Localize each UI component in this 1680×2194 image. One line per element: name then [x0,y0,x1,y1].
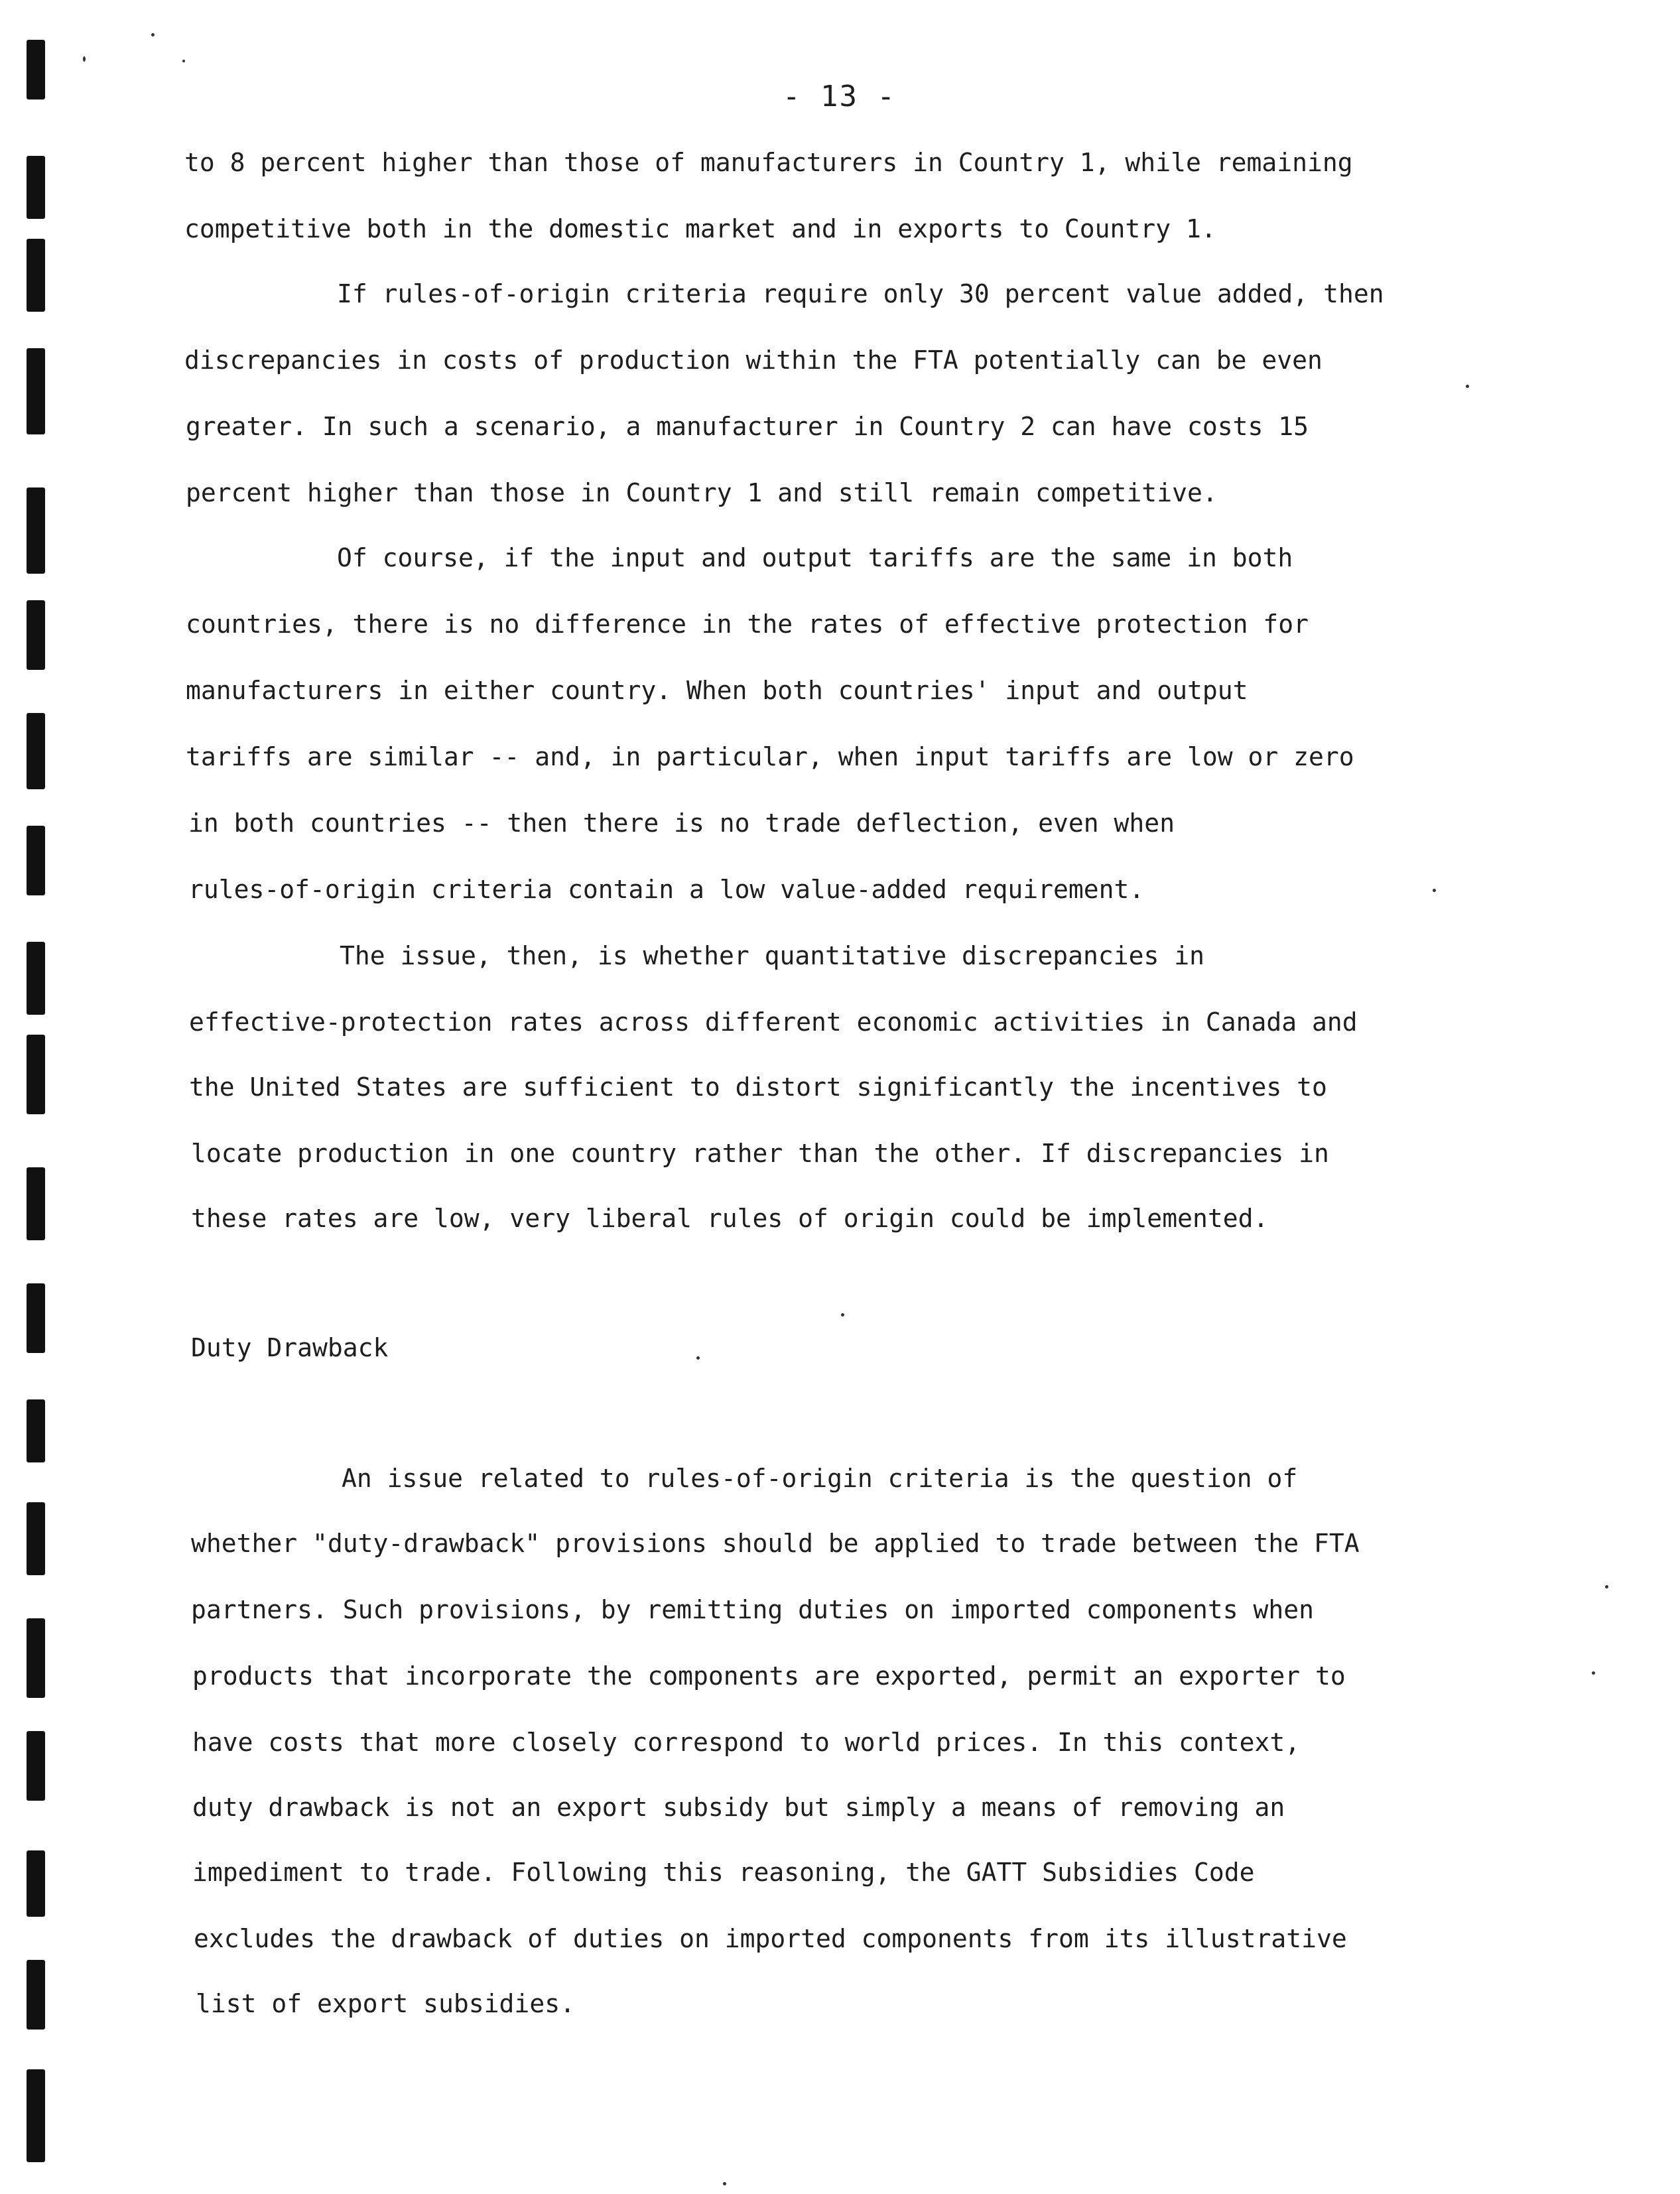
text-line: Of course, if the input and output tariffs are the same in both [337,543,1293,572]
text-line: the United States are sufficient to distort significantly the incentives to [189,1072,1327,1102]
text-line: partners. Such provisions, by remitting duties on imported components when [191,1595,1314,1624]
text-line: effective-protection rates across different economic activities in Canada and [189,1007,1358,1037]
text-line: duty drawback is not an export subsidy but simply a means of removing an [192,1793,1285,1822]
text-line: manufacturers in either country. When both countries' input and output [186,676,1248,705]
text-line: in both countries -- then there is no trade deflection, even when [188,808,1175,838]
text-line: these rates are low, very liberal rules of origin could be implemented. [191,1204,1269,1233]
text-line: list of export subsidies. [196,1989,575,2018]
section-heading: Duty Drawback [191,1333,389,1362]
text-line: countries, there is no difference in the rates of effective protection for [186,610,1309,639]
text-line: tariffs are similar -- and, in particular, when input tariffs are low or zero [186,742,1354,771]
text-line: whether "duty-drawback" provisions should be applied to trade between the FTA [191,1529,1360,1558]
text-line: greater. In such a scenario, a manufacturer in Country 2 can have costs 15 [186,412,1309,441]
text-line: excludes the drawback of duties on imported components from its illustrative [194,1924,1347,1953]
text-line: percent higher than those in Country 1 and still remain competitive. [186,478,1218,507]
text-line: The issue, then, is whether quantitative discrepancies in [340,941,1205,970]
text-line: An issue related to rules-of-origin criteria is the question of [342,1464,1298,1493]
text-line: to 8 percent higher than those of manufacturers in Country 1, while remaining [184,148,1353,177]
text-line: locate production in one country rather than the other. If discrepancies in [191,1139,1329,1168]
text-line: competitive both in the domestic market and in exports to Country 1. [184,214,1216,243]
text-line: rules-of-origin criteria contain a low value-added requirement. [188,875,1145,904]
page-number: - 13 - [783,80,896,113]
text-line: products that incorporate the components are exported, permit an exporter to [192,1661,1346,1691]
text-line: discrepancies in costs of production within the FTA potentially can be even [184,346,1323,375]
text-line: If rules-of-origin criteria require only 30 percent value added, then [337,279,1384,308]
text-line: have costs that more closely correspond to world prices. In this context, [192,1728,1301,1757]
text-line: impediment to trade. Following this reasoning, the GATT Subsidies Code [192,1858,1255,1887]
